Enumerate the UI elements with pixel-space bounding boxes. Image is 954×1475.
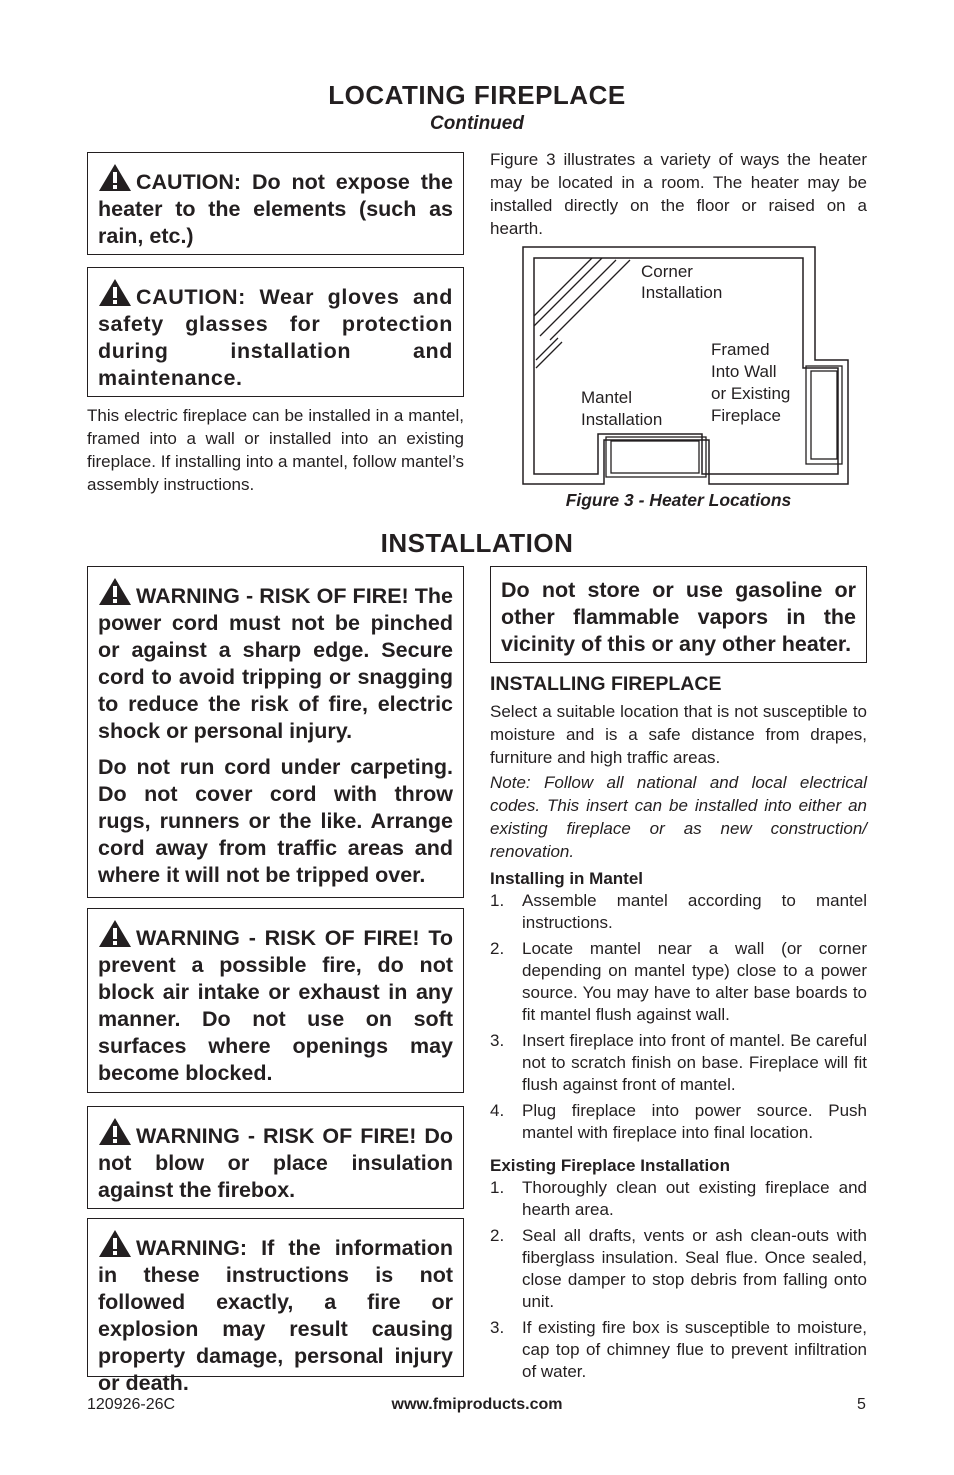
- list-item: 1. Thoroughly clean out existing fireplace and hearth area.: [490, 1178, 867, 1219]
- list-item: 4. Plug fireplace into power source. Push mantel with fireplace into final location.: [490, 1101, 867, 1142]
- warning-box-power-cord: [87, 566, 464, 898]
- warning-box-air-intake: [87, 908, 464, 1093]
- page-number: 5: [857, 1396, 866, 1413]
- warning-triangle-icon: [98, 1229, 132, 1258]
- electrical-codes-note: Note: Follow all national and local electrical codes. This insert can be installed into either an existing fireplace or as new construction/ renovation.: [490, 773, 867, 861]
- label-corner-1: Corner: [641, 262, 693, 281]
- warning-triangle-icon: [98, 1117, 132, 1146]
- mantel-steps-list: [490, 890, 867, 1148]
- installing-fireplace-text: Select a suitable location that is not susceptible to moisture and is a safe distance from drapes, furniture and high traffic areas.: [490, 702, 867, 767]
- installation-title: INSTALLATION: [380, 528, 574, 558]
- figure-caption: Figure 3 - Heater Locations: [565, 490, 792, 510]
- warning-triangle-icon: [98, 163, 132, 192]
- warning-box-insulation: [87, 1106, 464, 1209]
- label-framed-4: Fireplace: [711, 406, 781, 425]
- warning-triangle-icon: [98, 278, 132, 307]
- label-framed-3: or Existing: [711, 384, 791, 403]
- caution-text-gloves: CAUTION: Wear gloves and safety glasses for protection during installation and maintenance.: [98, 285, 453, 390]
- label-framed-2: Into Wall: [711, 362, 777, 381]
- existing-steps-list: [490, 1177, 867, 1387]
- caution-box-elements: [87, 152, 464, 255]
- label-mantel-2: Installation: [581, 410, 663, 429]
- list-item: 3. Insert fireplace into front of mantel. Be careful not to scratch finish on base. Fireplace will fit flush against front of mantel.: [490, 1031, 867, 1094]
- warning-box-instructions: [87, 1218, 464, 1395]
- caution-text-elements: CAUTION: Do not expose the heater to the elements (such as rain, etc.): [98, 170, 453, 248]
- warning-instructions-text: WARNING: If the information in these instructions is not followed exactly, a fire or explosion may result causing property damage, personal injury or death.: [98, 1236, 453, 1395]
- page-subtitle: Continued: [430, 113, 524, 134]
- label-framed-1: Framed: [711, 340, 770, 359]
- website-link[interactable]: www.fmiproducts.com: [391, 1396, 563, 1413]
- page-title: LOCATING FIREPLACE: [328, 80, 626, 110]
- warning-insulation-text: WARNING - RISK OF FIRE! Do not blow or place insulation against the firebox.: [98, 1124, 453, 1202]
- warning-triangle-icon: [98, 577, 132, 606]
- warning-air-intake-text: WARNING - RISK OF FIRE! To prevent a possible fire, do not block air intake or exhaust in any manner. Do not use on soft surfaces where openings may become blocked.: [98, 926, 453, 1085]
- gasoline-warning-text: Do not store or use gasoline or other flammable vapors in the vicinity of this or any other heater.: [501, 578, 856, 656]
- gasoline-warning-box: [490, 566, 867, 663]
- label-mantel-1: Mantel: [581, 388, 633, 407]
- warning-triangle-icon: [98, 919, 132, 948]
- list-item: 2. Seal all drafts, vents or ash clean-outs with fiberglass insulation. Seal flue. Once sealed, close damper to stop debris from falling onto unit.: [490, 1226, 867, 1311]
- document-number: 120926-26C: [87, 1396, 176, 1413]
- warning-power-cord-text: WARNING - RISK OF FIRE! The power cord must not be pinched or against a sharp edge. Secure cord to avoid tripping or snagging to reduce the risk of fire, electric shock or personal injury.: [98, 584, 453, 743]
- mantel-heading: Installing in Mantel: [490, 869, 644, 888]
- installing-fireplace-heading: INSTALLING FIREPLACE: [490, 673, 722, 695]
- list-item: 1. Assemble mantel according to mantel instructions.: [490, 891, 867, 932]
- warning-carpeting-text: Do not run cord under carpeting. Do not cover cord with throw rugs, runners or the like. Arrange cord away from traffic areas and where it will not be tripped over.: [98, 755, 453, 887]
- label-corner-2: Installation: [641, 283, 723, 302]
- intro-paragraph-left: This electric fireplace can be installed in a mantel, framed into a wall or installed into an existing fireplace. If installing into a mantel, follow mantel’s assembly instructions.: [87, 406, 464, 494]
- existing-fireplace-heading: Existing Fireplace Installation: [490, 1156, 730, 1175]
- caution-box-gloves: [87, 267, 464, 397]
- list-item: 3. If existing fire box is susceptible to moisture, cap top of chimney flue to prevent infiltration of water.: [490, 1318, 867, 1381]
- intro-paragraph-right: Figure 3 illustrates a variety of ways the heater may be located in a room. The heater may be installed directly on the floor or raised on a hearth.: [490, 150, 867, 238]
- list-item: 2. Locate mantel near a wall (or corner depending on mantel type) close to a power source. You may have to alter base boards to fit mantel flush against wall.: [490, 939, 867, 1024]
